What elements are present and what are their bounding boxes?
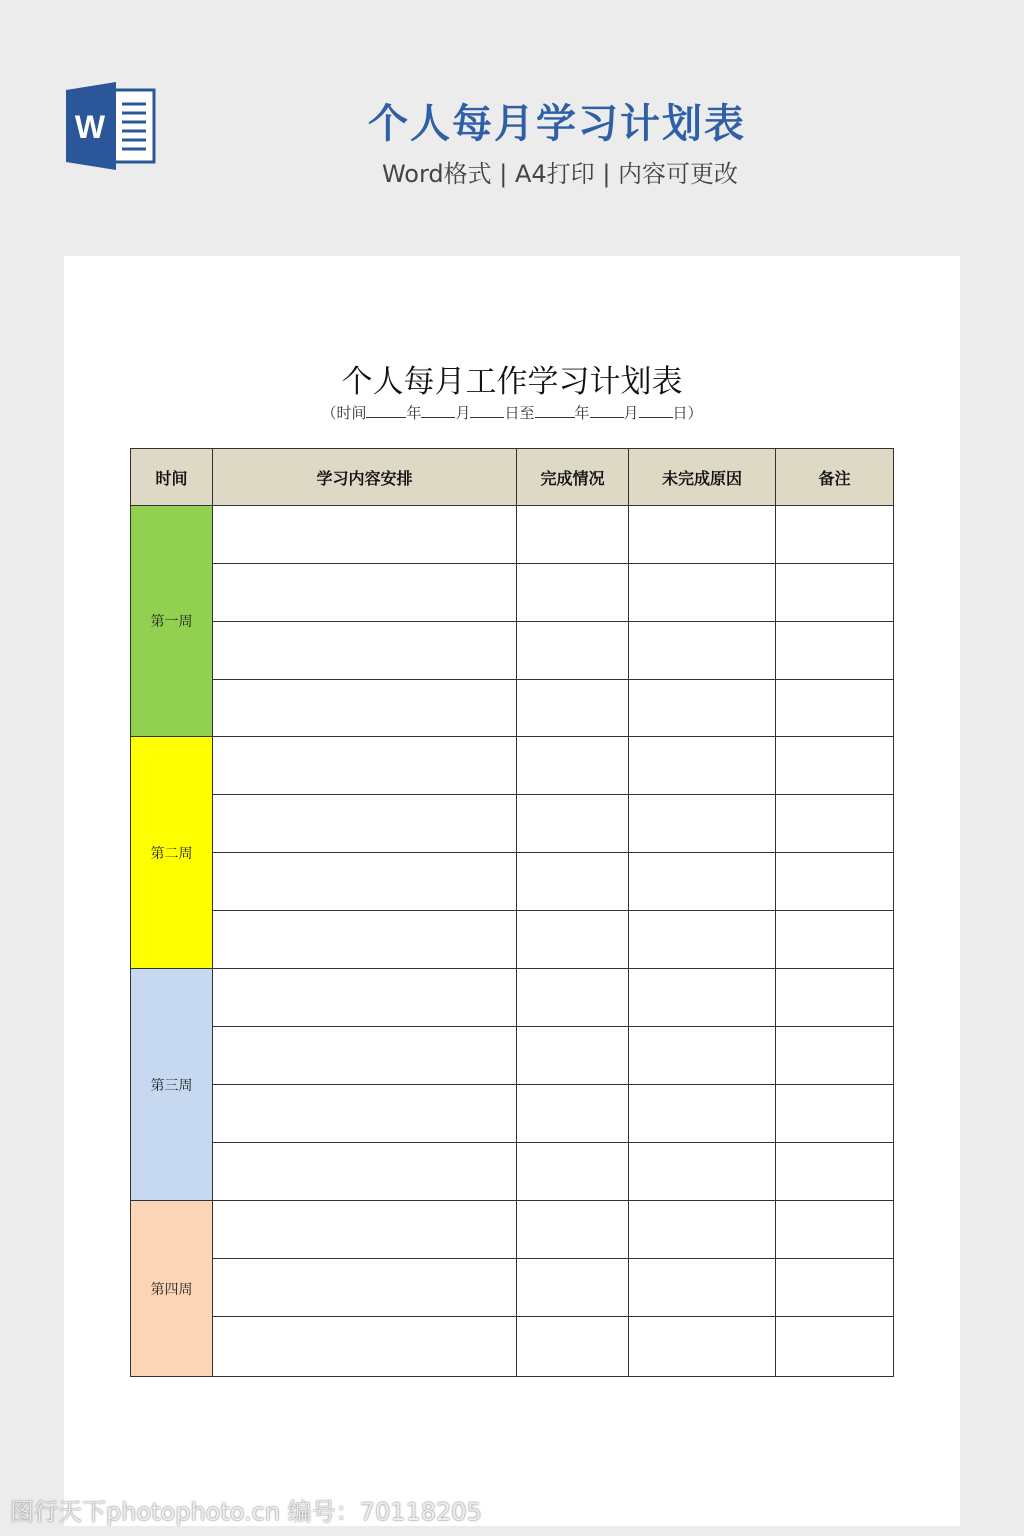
table-cell[interactable] — [629, 969, 776, 1027]
table-cell[interactable] — [517, 564, 629, 622]
table-cell[interactable] — [517, 1317, 629, 1377]
date-day1: 日至 — [504, 404, 535, 422]
banner-subtitle: Word格式 | A4打印 | 内容可更改 — [381, 160, 739, 188]
table-cell[interactable] — [213, 1317, 517, 1377]
table-cell[interactable] — [213, 795, 517, 853]
table-row — [131, 1317, 894, 1377]
year-blank — [366, 403, 406, 418]
table-cell[interactable] — [213, 853, 517, 911]
month-blank — [590, 403, 624, 418]
date-month1: 月 — [455, 404, 471, 422]
header-remarks: 备注 — [776, 449, 894, 506]
table-cell[interactable] — [213, 564, 517, 622]
table-cell[interactable] — [629, 1143, 776, 1201]
day-blank — [639, 403, 673, 418]
table-cell[interactable] — [517, 506, 629, 564]
table-cell[interactable] — [629, 1201, 776, 1259]
table-cell[interactable] — [629, 622, 776, 680]
table-cell[interactable] — [213, 1143, 517, 1201]
table-cell[interactable] — [776, 1201, 894, 1259]
table-cell[interactable] — [776, 1259, 894, 1317]
table-cell[interactable] — [517, 737, 629, 795]
table-cell[interactable] — [776, 506, 894, 564]
table-cell[interactable] — [776, 853, 894, 911]
table-row — [131, 680, 894, 737]
table-row — [131, 564, 894, 622]
table-cell[interactable] — [776, 622, 894, 680]
table-cell[interactable] — [776, 1143, 894, 1201]
table-row — [131, 622, 894, 680]
header-content: 学习内容安排 — [213, 449, 517, 506]
week-label-cell: 第三周 — [131, 969, 213, 1201]
document-title: 个人每月工作学习计划表 — [341, 364, 683, 400]
date-line — [64, 402, 960, 423]
table-cell[interactable] — [517, 1085, 629, 1143]
table-cell[interactable] — [517, 1201, 629, 1259]
table-cell[interactable] — [517, 1259, 629, 1317]
table-cell[interactable] — [213, 1085, 517, 1143]
table-cell[interactable] — [517, 680, 629, 737]
table-row — [131, 911, 894, 969]
table-cell[interactable] — [776, 1027, 894, 1085]
table-row — [131, 853, 894, 911]
table-cell[interactable] — [517, 969, 629, 1027]
table-cell[interactable] — [213, 969, 517, 1027]
table-row — [131, 969, 894, 1027]
banner-title: 个人每月学习计划表 — [368, 101, 746, 147]
week-label-cell: 第四周 — [131, 1201, 213, 1377]
table-cell[interactable] — [213, 911, 517, 969]
table-cell[interactable] — [776, 969, 894, 1027]
table-cell[interactable] — [629, 506, 776, 564]
table-row — [131, 737, 894, 795]
date-year1: 年 — [406, 404, 422, 422]
header-time: 时间 — [131, 449, 213, 506]
table-cell[interactable] — [517, 853, 629, 911]
table-cell[interactable] — [517, 795, 629, 853]
table-cell[interactable] — [629, 1259, 776, 1317]
table-row — [131, 506, 894, 564]
date-year2: 年 — [574, 404, 590, 422]
logo-letter: W — [74, 109, 106, 145]
table-cell[interactable] — [517, 1027, 629, 1085]
table-cell[interactable] — [213, 1027, 517, 1085]
table-cell[interactable] — [776, 911, 894, 969]
table-row — [131, 1027, 894, 1085]
table-row — [131, 1201, 894, 1259]
table-cell[interactable] — [213, 680, 517, 737]
table-cell[interactable] — [213, 1201, 517, 1259]
table-cell[interactable] — [213, 1259, 517, 1317]
header-reason: 未完成原因 — [629, 449, 776, 506]
table-cell[interactable] — [629, 795, 776, 853]
table-row — [131, 1143, 894, 1201]
date-month2: 月 — [623, 404, 639, 422]
day-blank — [470, 403, 504, 418]
table-cell[interactable] — [629, 680, 776, 737]
header-row — [131, 449, 894, 506]
table-cell[interactable] — [517, 1143, 629, 1201]
table-cell[interactable] — [517, 622, 629, 680]
table-cell[interactable] — [629, 853, 776, 911]
date-open: （时间 — [321, 404, 367, 422]
table-cell[interactable] — [629, 564, 776, 622]
table-row — [131, 1085, 894, 1143]
document-page — [64, 256, 960, 1526]
table-cell[interactable] — [213, 622, 517, 680]
table-cell[interactable] — [517, 911, 629, 969]
table-cell[interactable] — [213, 737, 517, 795]
table-row — [131, 1259, 894, 1317]
table-cell[interactable] — [776, 680, 894, 737]
table-cell[interactable] — [629, 1027, 776, 1085]
table-cell[interactable] — [629, 1317, 776, 1377]
table-cell[interactable] — [629, 1085, 776, 1143]
table-cell[interactable] — [776, 564, 894, 622]
table-cell[interactable] — [213, 506, 517, 564]
year-blank — [535, 403, 575, 418]
week-label-cell: 第二周 — [131, 737, 213, 969]
plan-body — [131, 506, 894, 1377]
month-blank — [421, 403, 455, 418]
plan-table — [130, 448, 894, 1377]
week-label-cell: 第一周 — [131, 506, 213, 737]
table-cell[interactable] — [776, 737, 894, 795]
table-cell[interactable] — [776, 1085, 894, 1143]
watermark: 图行天下photophoto.cn 编号：70118205 — [10, 1498, 482, 1526]
table-cell[interactable] — [776, 1317, 894, 1377]
table-cell[interactable] — [629, 911, 776, 969]
table-row — [131, 795, 894, 853]
table-cell[interactable] — [776, 795, 894, 853]
date-day2: 日） — [672, 404, 703, 422]
header-status: 完成情况 — [517, 449, 629, 506]
table-cell[interactable] — [629, 737, 776, 795]
